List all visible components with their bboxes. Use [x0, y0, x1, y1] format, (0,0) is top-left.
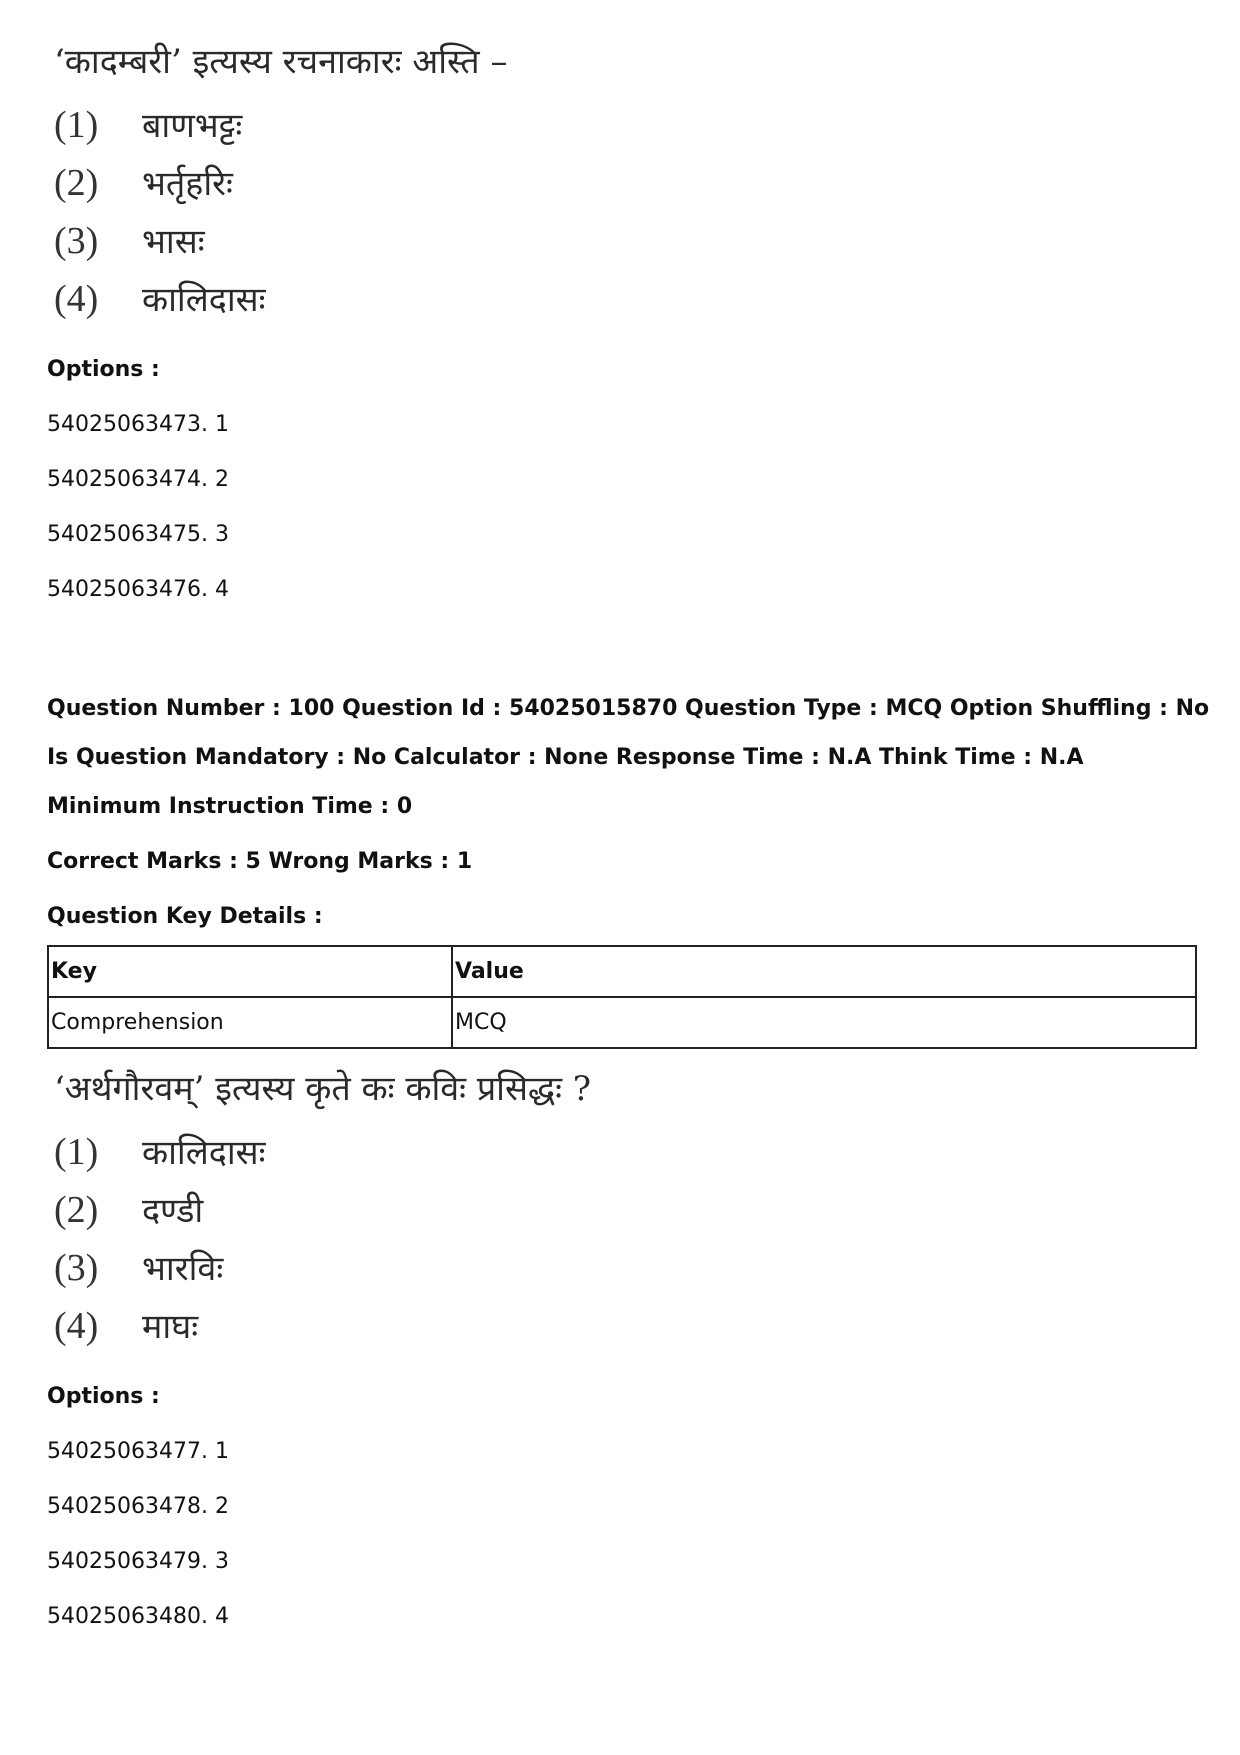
- question-choice: [54, 212, 774, 270]
- question-meta-line: Minimum Instruction Time : 0: [47, 794, 413, 819]
- table-header-row: [48, 946, 1196, 997]
- choice-number: (3): [54, 220, 99, 262]
- choice-text: कालिदासः: [142, 280, 266, 320]
- question-meta-line: Is Question Mandatory : No Calculator : None Response Time : N.A Think Time : N.A: [47, 745, 1084, 770]
- choice-number: (1): [54, 1131, 99, 1173]
- question-choice: [54, 96, 774, 154]
- table-cell: Comprehension: [48, 997, 452, 1048]
- option-line: 54025063478. 2: [47, 1494, 229, 1519]
- option-line: 54025063473. 1: [47, 412, 229, 437]
- question-meta-line: Question Number : 100 Question Id : 54025015870 Question Type : MCQ Option Shuffling : No: [47, 696, 1210, 721]
- table-header-cell: Key: [48, 946, 452, 997]
- options-heading: Options :: [47, 357, 160, 382]
- choice-text: भारविः: [142, 1249, 224, 1289]
- choice-text: भर्तृहरिः: [142, 164, 233, 204]
- choice-text: माघः: [142, 1307, 199, 1347]
- choice-text: कालिदासः: [142, 1133, 266, 1173]
- question-choice: [54, 270, 774, 328]
- question-choice: [54, 1123, 774, 1181]
- table-header-cell: Value: [452, 946, 1196, 997]
- choice-text: बाणभट्टः: [142, 106, 243, 146]
- choice-number: (2): [54, 1189, 99, 1231]
- question-choice: [54, 1239, 774, 1297]
- option-line: 54025063480. 4: [47, 1604, 229, 1629]
- key-details-table: [47, 945, 1197, 1049]
- option-line: 54025063479. 3: [47, 1549, 229, 1574]
- table-cell: MCQ: [452, 997, 1196, 1048]
- question-100-image: [54, 1065, 774, 1355]
- option-line: 54025063476. 4: [47, 577, 229, 602]
- question-stem: ‘कादम्बरी’ इत्यस्य रचनाकारः अस्ति –: [54, 42, 508, 82]
- choice-number: (1): [54, 104, 99, 146]
- option-line: 54025063475. 3: [47, 522, 229, 547]
- option-line: 54025063477. 1: [47, 1439, 229, 1464]
- question-choice: [54, 154, 774, 212]
- question-choice: [54, 1181, 774, 1239]
- choice-number: (4): [54, 1305, 99, 1347]
- question-stem: ‘अर्थगौरवम्’ इत्यस्य कृते कः कविः प्रसिद्धः ?: [54, 1069, 592, 1109]
- choice-number: (3): [54, 1247, 99, 1289]
- question-99-image: [54, 38, 774, 328]
- table-row: [48, 997, 1196, 1048]
- choice-number: (2): [54, 162, 99, 204]
- choice-text: दण्डी: [142, 1191, 204, 1231]
- question-choice: [54, 1297, 774, 1355]
- choice-number: (4): [54, 278, 99, 320]
- option-line: 54025063474. 2: [47, 467, 229, 492]
- key-details-heading: Question Key Details :: [47, 904, 323, 929]
- marks-line: Correct Marks : 5 Wrong Marks : 1: [47, 849, 473, 874]
- options-heading: Options :: [47, 1384, 160, 1409]
- choice-text: भासः: [142, 222, 205, 262]
